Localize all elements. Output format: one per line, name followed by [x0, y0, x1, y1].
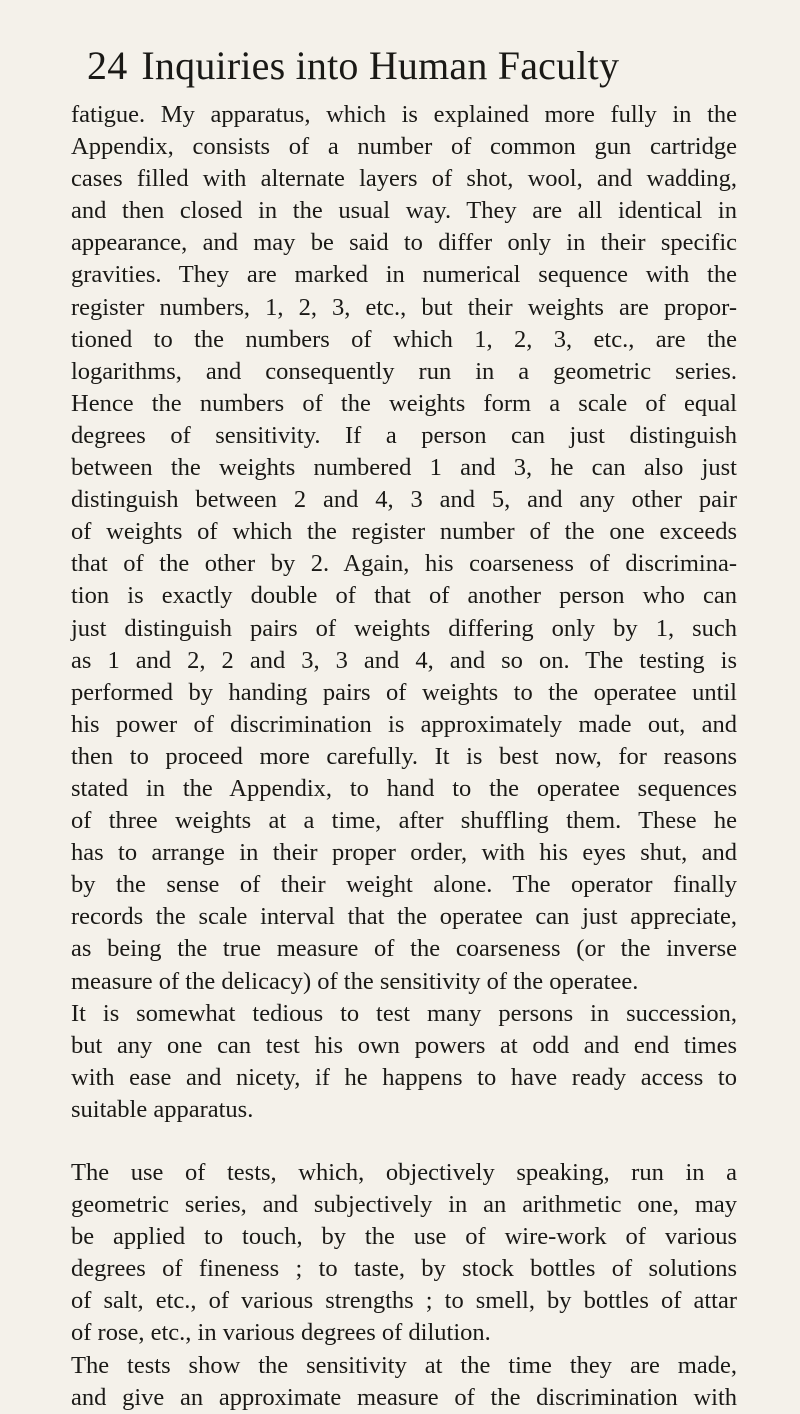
text-line: suitable apparatus.: [71, 1095, 254, 1123]
running-title: Inquiries into Human Faculty: [141, 43, 620, 88]
text-line: geometric series, and subjectively in an arithmetic one, may: [71, 1191, 737, 1219]
text-line: but any one can test his own powers at odd and end times: [71, 1031, 737, 1059]
text-line: of three weights at a time, after shuffling them. These he: [71, 807, 737, 835]
text-line: stated in the Appendix, to hand to the operatee sequences: [71, 774, 737, 802]
text-line: performed by handing pairs of weights to the operatee until: [71, 678, 737, 706]
text-line: as 1 and 2, 2 and 3, 3 and 4, and so on. The testing is: [71, 646, 737, 674]
text-line: with ease and nicety, if he happens to have ready access to: [71, 1063, 737, 1091]
text-line: of salt, etc., of various strengths ; to smell, by bottles of attar: [71, 1287, 737, 1315]
text-line: gravities. They are marked in numerical sequence with the: [71, 261, 737, 289]
text-line: just distinguish pairs of weights differing only by 1, such: [71, 614, 737, 642]
text-line: measure of the delicacy) of the sensitivity of the operatee.: [71, 967, 639, 995]
text-line: tioned to the numbers of which 1, 2, 3, etc., are the: [71, 325, 737, 353]
text-line: and then closed in the usual way. They are all identical in: [71, 197, 737, 225]
paragraph-3: [71, 1157, 737, 1350]
text-line: cases filled with alternate layers of shot, wool, and wadding,: [71, 165, 737, 193]
paragraph-1: [71, 99, 737, 998]
page-number: 24: [87, 43, 128, 88]
text-line: his power of discrimination is approximately made out, and: [71, 710, 737, 738]
text-line: as being the true measure of the coarseness (or the inverse: [71, 935, 737, 963]
text-line: records the scale interval that the operatee can just appreciate,: [71, 903, 737, 931]
paragraph-2: [71, 998, 737, 1126]
text-line: of rose, etc., in various degrees of dilution.: [71, 1319, 491, 1347]
text-line: and give an approximate measure of the discrimination with: [71, 1383, 737, 1411]
text-line: distinguish between 2 and 4, 3 and 5, and any other pair: [71, 486, 737, 514]
text-line: by the sense of their weight alone. The operator finally: [71, 871, 737, 899]
body-text: [71, 99, 737, 1414]
text-line: between the weights numbered 1 and 3, he can also just: [71, 454, 737, 482]
text-line: appearance, and may be said to differ only in their specific: [71, 229, 737, 257]
text-line: degrees of sensitivity. If a person can just distinguish: [71, 421, 737, 449]
page-header: [87, 36, 727, 96]
text-line: fatigue. My apparatus, which is explained more fully in the: [71, 101, 737, 128]
text-line: It is somewhat tedious to test many persons in succession,: [71, 999, 737, 1027]
text-line: The use of tests, which, objectively speaking, run in a: [71, 1159, 737, 1186]
text-line: Appendix, consists of a number of common gun cartridge: [71, 133, 737, 161]
text-line: of weights of which the register number of the one exceeds: [71, 518, 737, 546]
text-line: logarithms, and consequently run in a geometric series.: [71, 357, 737, 385]
text-line: be applied to touch, by the use of wire-work of various: [71, 1223, 737, 1251]
text-line: Hence the numbers of the weights form a scale of equal: [71, 389, 737, 417]
text-line: The tests show the sensitivity at the time they are made,: [71, 1351, 737, 1379]
text-line: has to arrange in their proper order, with his eyes shut, and: [71, 839, 737, 867]
text-line: then to proceed more carefully. It is best now, for reasons: [71, 742, 737, 770]
text-line: degrees of fineness ; to taste, by stock bottles of solutions: [71, 1255, 737, 1283]
text-line: that of the other by 2. Again, his coarseness of discrimina-: [71, 550, 737, 578]
paragraph-4: [71, 1350, 737, 1414]
text-line: tion is exactly double of that of another person who can: [71, 582, 737, 610]
text-line: register numbers, 1, 2, 3, etc., but their weights are propor-: [71, 293, 737, 321]
